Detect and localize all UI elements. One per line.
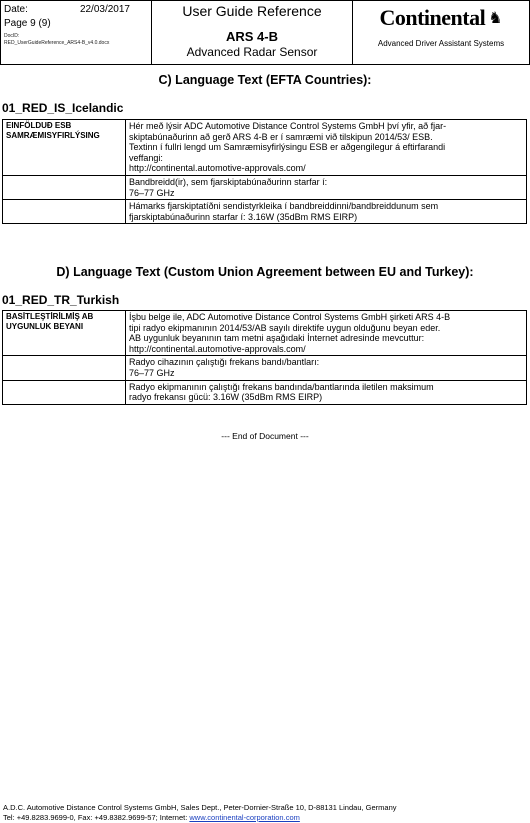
row-label xyxy=(3,380,126,404)
section-d-subtitle: 01_RED_TR_Turkish xyxy=(2,293,120,307)
turkish-table xyxy=(2,310,527,405)
table-row xyxy=(3,175,527,199)
footer-address: A.D.C. Automotive Distance Control Systems GmbH, Sales Dept., Peter-Dornier-Straße 10, D-88131 Lindau, Germany xyxy=(3,803,397,812)
row-text xyxy=(126,311,527,356)
text-line: Radyo ekipmanının çalıştığı frekans bandında/bantlarında iletilen maksimum xyxy=(129,381,434,392)
date-value: 22/03/2017 xyxy=(79,4,130,15)
table-row xyxy=(3,200,527,224)
row-label: BASİTLEŞTİRİLMİŞ AB UYGUNLUK BEYANI xyxy=(3,311,126,356)
text-line: http://continental.automotive-approvals.com/ xyxy=(129,163,306,174)
text-line: fjarskiptabúnaðurinn starfar í: 3.16W (35dBm RMS EIRP) xyxy=(129,211,358,222)
row-label xyxy=(3,356,126,380)
text-line: 76–77 GHz xyxy=(129,187,175,198)
doc-filename: RED_UserGuideReference_ARS4-B_v4.0.docx xyxy=(4,40,110,46)
date-label: Date: xyxy=(4,4,28,15)
table-row xyxy=(3,380,527,404)
text-line: veffangi: xyxy=(129,152,163,163)
text-line: http://continental.automotive-approvals.com/ xyxy=(129,343,306,354)
doc-id-label: DocID: xyxy=(4,33,20,39)
row-text xyxy=(126,120,527,176)
header-meta-cell xyxy=(1,1,152,65)
product-subtitle: Advanced Radar Sensor xyxy=(186,45,318,59)
footer-phone: Tel: +49.8283.9699-0, Fax: +49.8382.9699-57; Internet: xyxy=(3,812,190,822)
horse-icon: ♞ xyxy=(488,10,503,27)
header-logo-cell xyxy=(353,1,530,65)
row-label: EINFÖLDUÐ ESB SAMRÆMISYFIRLÝSING xyxy=(3,120,126,176)
row-text xyxy=(126,200,527,224)
text-line: AB uygunluk beyanının tam metni aşağıdaki İnternet adresinde mevcuttur: xyxy=(129,333,425,344)
section-c-subtitle: 01_RED_IS_Icelandic xyxy=(2,101,124,115)
end-of-document: --- End of Document --- xyxy=(221,431,309,441)
table-row xyxy=(3,311,527,356)
text-line: Bandbreidd(ir), sem fjarskiptabúnaðurinn starfar í: xyxy=(129,176,328,187)
row-label xyxy=(3,200,126,224)
continental-logo xyxy=(353,1,529,35)
page-number: Page 9 (9) xyxy=(4,18,51,29)
text-line: Textinn í fullri lengd um Samræmisyfirlýsingu ESB er aðgengilegur á eftirfarandi xyxy=(129,142,446,153)
text-line: Hámarks fjarskiptatíðni sendistyrkleika í bandbreiddinni/bandbreiddunum sem xyxy=(129,201,439,212)
table-row xyxy=(3,120,527,176)
row-text xyxy=(126,356,527,380)
document-title: User Guide Reference xyxy=(182,3,322,19)
text-line: 76–77 GHz xyxy=(129,367,175,378)
row-text xyxy=(126,380,527,404)
text-line: Hér með lýsir ADC Automotive Distance Control Systems GmbH því yfir, að fjar- xyxy=(129,121,447,131)
text-line: skiptabúnaðurinn að gerð ARS 4-B er í samræmi við tilskipun 2014/53/ ESB. xyxy=(129,131,433,142)
section-c-title: C) Language Text (EFTA Countries): xyxy=(158,73,372,87)
text-line: tipi radyo ekipmanının 2014/53/AB sayılı direktife uygun olduğunu beyan eder. xyxy=(129,322,441,333)
product-name: ARS 4-B xyxy=(225,29,278,44)
logo-wordmark: Continental xyxy=(379,5,486,30)
row-text xyxy=(126,175,527,199)
text-line: Radyo cihazının çalıştığı frekans bandı/bantları: xyxy=(129,357,320,368)
document-header xyxy=(0,0,530,65)
website-link[interactable]: www.continental-corporation.com xyxy=(189,812,300,822)
division-name: Advanced Driver Assistant Systems xyxy=(377,39,505,48)
row-label xyxy=(3,175,126,199)
footer-contact xyxy=(3,813,397,823)
header-title-cell xyxy=(152,1,353,65)
icelandic-table xyxy=(2,119,527,224)
table-row xyxy=(3,356,527,380)
text-line: radyo frekansı gücü: 3.16W (35dBm RMS EIRP) xyxy=(129,392,323,403)
page-footer xyxy=(3,803,397,822)
section-d-title: D) Language Text (Custom Union Agreement between EU and Turkey): xyxy=(56,265,474,279)
text-line: İşbu belge ile, ADC Automotive Distance Control Systems GmbH şirketi ARS 4-B xyxy=(129,312,451,322)
